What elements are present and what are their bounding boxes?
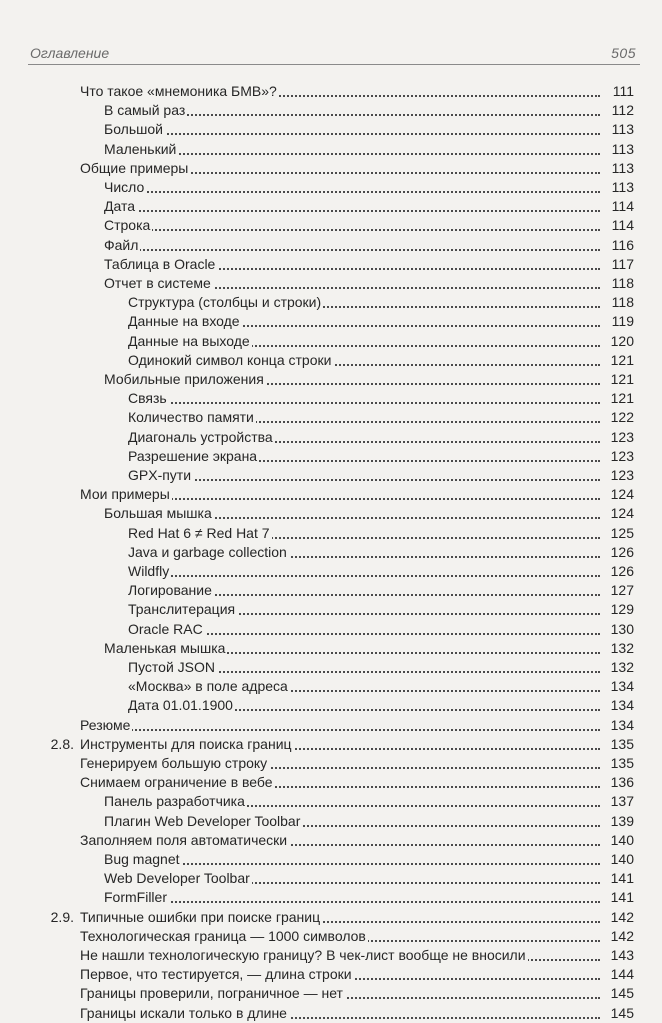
toc-entry-page: 136 (600, 773, 634, 792)
toc-entry-page: 117 (600, 255, 634, 274)
toc-entry-title: Связь (128, 390, 167, 407)
toc-entry-page: 121 (600, 351, 634, 370)
toc-entry-title: Маленький (104, 140, 177, 157)
toc-entry (0, 140, 662, 159)
toc-entry (0, 82, 662, 101)
toc-entry (0, 696, 662, 715)
toc-entry-page: 124 (600, 504, 634, 523)
toc-entry (0, 946, 662, 965)
toc-entry-page: 132 (600, 639, 634, 658)
toc-entry (0, 965, 662, 984)
toc-entry-title: Границы проверили, пограничное — нет (80, 985, 343, 1002)
toc-entry-title: Red Hat 6 ≠ Red Hat 7 (128, 524, 270, 541)
toc-entry-page: 123 (600, 428, 634, 447)
toc-leader-dots (104, 229, 600, 231)
toc-entry-title: Одинокий символ конца строки (128, 351, 332, 368)
toc-entry-title: Разрешение экрана (128, 447, 258, 464)
toc-entry-page: 129 (600, 600, 634, 619)
toc-entry (0, 178, 662, 197)
toc-entry (0, 888, 662, 907)
toc-entry-title: Не нашли технологическую границу? В чек-лист вообще не вносили (80, 947, 526, 963)
toc-entry (0, 735, 662, 754)
toc-entry-title: Число (104, 179, 145, 195)
toc-entry-title: Wildfly (128, 563, 170, 579)
toc-entry (0, 408, 662, 427)
toc-entry (0, 236, 662, 255)
toc-entry-page: 140 (600, 850, 634, 869)
toc-entry (0, 716, 662, 735)
toc-entry-page: 145 (600, 984, 634, 1003)
toc-entry-page: 121 (600, 370, 634, 389)
toc-entry-title: Структура (столбцы и строки) (128, 294, 322, 311)
toc-entry-title: «Москва» в поле адреса (128, 678, 288, 695)
toc-entry-title: Количество памяти (128, 409, 254, 426)
toc-entry-title: Генерируем большую строку (80, 755, 268, 771)
toc-entry-title: Большой (104, 121, 163, 138)
toc-entry (0, 831, 662, 850)
toc-entry-page: 126 (600, 562, 634, 581)
toc-entry (0, 351, 662, 370)
toc-entry-page: 139 (600, 812, 634, 831)
toc-entry (0, 332, 662, 351)
toc-entry-title: Bug magnet (104, 851, 180, 867)
toc-entry (0, 562, 662, 581)
toc-entry-title: Диагональ устройства (128, 428, 273, 445)
toc-entry-title: Отчет в системе (104, 275, 211, 291)
toc-entry (0, 101, 662, 120)
toc-entry (0, 543, 662, 562)
toc-entry (0, 428, 662, 447)
toc-entry-title: Общие примеры (80, 159, 189, 176)
toc-entry-title: FormFiller (104, 889, 167, 906)
toc-entry (0, 677, 662, 696)
toc-entry-title: Логирование (128, 582, 212, 599)
toc-entry (0, 850, 662, 869)
toc-leader-dots (128, 402, 600, 404)
toc-entry (0, 485, 662, 504)
toc-entry-page: 116 (600, 236, 634, 255)
running-header (28, 42, 640, 65)
toc-entry-page: 120 (600, 332, 634, 351)
toc-leader-dots (104, 901, 600, 903)
toc-entry (0, 466, 662, 485)
toc-entry (0, 600, 662, 619)
toc-entry-title: Java и garbage collection (128, 543, 287, 560)
toc-entry (0, 927, 662, 946)
toc-entry-title: Технологическая граница — 1000 символов (80, 927, 366, 944)
toc-entry (0, 869, 662, 888)
toc-entry (0, 370, 662, 389)
toc-entry-title: Oracle RAC (128, 620, 203, 637)
toc-entry (0, 293, 662, 312)
toc-entry-page: 132 (600, 658, 634, 677)
toc-entry-page: 143 (600, 946, 634, 965)
toc-entry-page: 113 (600, 120, 634, 139)
toc-entry-title: Плагин Web Developer Toolbar (104, 812, 301, 829)
toc-entry-title: В самый раз (104, 102, 186, 119)
toc-entry-title: Снимаем ограничение в вебе (80, 774, 273, 791)
toc-entry-page: 141 (600, 888, 634, 907)
toc-leader-dots (128, 479, 600, 481)
toc-entry (0, 639, 662, 658)
toc-entry-title: Резюме (80, 716, 131, 733)
toc-entry-page: 145 (600, 1004, 634, 1023)
toc-entry (0, 984, 662, 1003)
toc-entry-title: Файл (104, 236, 139, 253)
toc-entry-page: 135 (600, 735, 634, 754)
toc-entry (0, 773, 662, 792)
toc-entry-title: Первое, что тестируется, — длина строки (80, 966, 352, 983)
toc-leader-dots (80, 729, 600, 731)
toc-entry (0, 216, 662, 235)
toc-entry-number: 2.9. (50, 908, 74, 925)
toc-entry (0, 524, 662, 543)
toc-leader-dots (104, 133, 600, 135)
toc-entry-title: Что такое «мнемоника БМВ»? (80, 83, 277, 99)
toc-entry-title: Дата (104, 198, 136, 215)
toc-leader-dots (104, 153, 600, 155)
toc-entry-number: 2.8. (50, 735, 74, 752)
header-page-number: 505 (611, 45, 636, 61)
toc-entry-page: 126 (600, 543, 634, 562)
toc-entry (0, 120, 662, 139)
toc-entry-title: Web Developer Toolbar (104, 870, 250, 887)
toc-entry-page: 140 (600, 831, 634, 850)
toc-entry (0, 908, 662, 927)
toc-entry-page: 127 (600, 581, 634, 600)
toc-entry-page: 123 (600, 466, 634, 485)
toc-entry-page: 125 (600, 524, 634, 543)
toc-entry-page: 135 (600, 754, 634, 773)
toc-leader-dots (128, 575, 600, 577)
toc-entry-title: Маленькая мышка (104, 639, 226, 656)
toc-entry-page: 123 (600, 447, 634, 466)
toc-entry-title: Панель разработчика (104, 793, 245, 810)
toc-entry-page: 122 (600, 408, 634, 427)
toc-entry-title: Строка (104, 217, 151, 234)
toc-entry-page: 113 (600, 159, 634, 178)
toc-leader-dots (104, 249, 600, 251)
toc-entry-page: 113 (600, 178, 634, 197)
header-title: Оглавление (30, 45, 110, 61)
toc-leader-dots (104, 191, 600, 193)
toc-entry-title: Заполняем поля автоматически (80, 831, 288, 848)
toc-entry (0, 159, 662, 178)
toc-entry-title: Типичные ошибки при поиске границ (80, 908, 321, 925)
toc-entry (0, 1004, 662, 1023)
toc-entry-page: 130 (600, 620, 634, 639)
toc-entry (0, 620, 662, 639)
toc-entry-page: 134 (600, 716, 634, 735)
toc-entry-title: Пустой JSON (128, 659, 215, 675)
toc-entry-title: Данные на входе (128, 313, 240, 330)
toc-entry-title: Транслитерация (128, 601, 236, 618)
toc-entry-page: 124 (600, 485, 634, 504)
toc-entry-title: Данные на выходе (128, 332, 250, 349)
toc-entry (0, 197, 662, 216)
toc-entry-page: 142 (600, 927, 634, 946)
toc-entry-title: Мобильные приложения (104, 371, 264, 387)
toc-entry-page: 144 (600, 965, 634, 984)
toc-entry-title: Границы искали только в длине (80, 1004, 287, 1021)
toc-entry-title: Мои примеры (80, 486, 170, 503)
toc-entry (0, 274, 662, 293)
toc-entry (0, 312, 662, 331)
toc-entry (0, 754, 662, 773)
toc-entry-title: Дата 01.01.1900 (128, 697, 233, 714)
toc-entry-title: Инструменты для поиска границ (80, 735, 292, 752)
toc-entry (0, 447, 662, 466)
toc-entry-page: 142 (600, 908, 634, 927)
toc-entry-page: 114 (600, 216, 634, 235)
toc-entry (0, 812, 662, 831)
toc-entry-title: Таблица в Oracle (104, 255, 216, 272)
toc-leader-dots (104, 210, 600, 212)
toc-entry-page: 118 (600, 293, 634, 312)
toc-entry-page: 114 (600, 197, 634, 216)
toc-entry (0, 255, 662, 274)
toc-entry-page: 113 (600, 140, 634, 159)
toc-entry (0, 504, 662, 523)
toc-entry-page: 119 (600, 312, 634, 331)
toc-entry (0, 389, 662, 408)
toc-entry (0, 792, 662, 811)
toc-entry-page: 112 (600, 101, 634, 120)
toc-entry (0, 658, 662, 677)
toc-entry-page: 111 (600, 82, 634, 101)
toc-entry-page: 121 (600, 389, 634, 408)
toc-entry (0, 581, 662, 600)
toc-entry-page: 118 (600, 274, 634, 293)
toc-entry-title: GPX-пути (128, 467, 192, 483)
toc-entry-page: 134 (600, 677, 634, 696)
toc-entry-title: Большая мышка (104, 505, 212, 522)
toc-entry-page: 141 (600, 869, 634, 888)
toc-entry-page: 134 (600, 696, 634, 715)
toc-entry-page: 137 (600, 792, 634, 811)
